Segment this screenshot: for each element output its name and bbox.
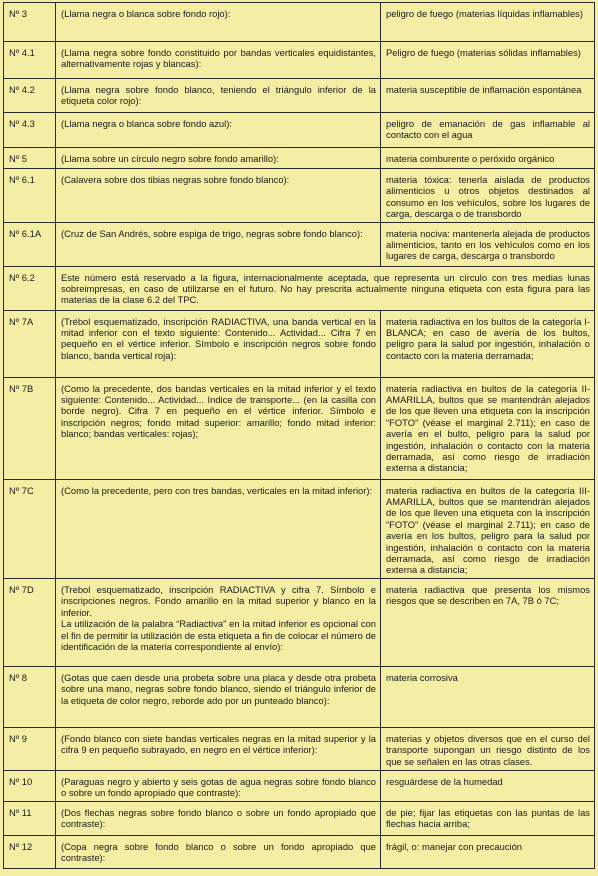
label-description: (Dos flechas negras sobre fondo blanco o sobre un fondo apropiado que contraste):: [56, 801, 381, 835]
label-number: Nº 6.1: [4, 169, 56, 223]
table-row: [4, 266, 595, 310]
label-description: (Llama negra o blanca sobre fondo azul):: [56, 113, 381, 148]
table-row: [4, 3, 595, 42]
table-row: [4, 42, 595, 79]
label-description: (Llama negra sobre fondo blanco, teniendo el triángulo inferior de la etiqueta color rojo):: [56, 79, 381, 113]
label-meaning: resguárdese de la humedad: [381, 770, 595, 801]
label-number: Nº 9: [4, 727, 56, 770]
label-meaning: materia susceptible de inflamación espontánea: [381, 79, 595, 113]
label-description: [56, 578, 381, 666]
table-row: [4, 770, 595, 801]
label-number: Nº 12: [4, 835, 56, 868]
label-description: (Como la precedente, pero con tres bandas, verticales en la mitad inferior):: [56, 479, 381, 578]
table-row: [4, 113, 595, 148]
table-row: [4, 310, 595, 377]
label-number: Nº 7B: [4, 377, 56, 479]
table-row: [4, 222, 595, 266]
table-row: [4, 666, 595, 727]
label-number: Nº 6.1A: [4, 222, 56, 266]
label-meaning: materia radiactiva en bultos de la categoría II-AMARILLA, bultos que se mantendrán alejados de los que lleven una etiqueta con la inscripción “FOTO” (véase el marginal 2.711); en caso de avería en el bulto, peligro para la salud por ingestión, inhalación o contacto con la materia derramada, así como riesgo de irradiación externa a distancia;: [381, 377, 595, 479]
label-meaning: materia corrosiva: [381, 666, 595, 727]
label-description: (Trébol esquematizado, inscripción RADIACTIVA, una banda vertical en la mitad inferior con el texto siguiente: Contenido... Actividad... Cifra 7 en pequeño en el vértice inferior. Símbolo e inscripción negros sobre fondo blanco, banda vertical roja):: [56, 310, 381, 377]
label-description: Este número está reservado a la figura, internacionalmente aceptada, que representa un círculo con tres medias lunas sobreimpresas, en caso de utilizarse en el futuro. No hay prescrita actualmente ninguna etiqueta con esta figura para las materias de la clase 6.2 del TPC.: [56, 266, 595, 310]
label-description: (Como la precedente, dos bandas verticales en la mitad inferior y el texto siguiente: Contenido... Actividad... Indice de transporte... (en la casilla con borde negro). Cifra 7 en pequeño en el vértice inferior. Símbolo e inscripción negros; fondo mitad superior: amarillo; fondo mitad inferior: blanco; bandas verticales: rojas);: [56, 377, 381, 479]
label-number: Nº 7A: [4, 310, 56, 377]
label-number: Nº 7C: [4, 479, 56, 578]
table-row: [4, 148, 595, 169]
label-description: (Llama negra sobre fondo constituido por bandas verticales equidistantes, alternativamente rojas y blancas):: [56, 42, 381, 79]
label-meaning: de pie; fijar las etiquetas con las puntas de las flechas hacia arriba;: [381, 801, 595, 835]
label-meaning: Peligro de fuego (materias sólidas inflamables): [381, 42, 595, 79]
table-row: [4, 169, 595, 223]
label-description: (Fondo blanco con siete bandas verticales negras en la mitad superior y la cifra 9 en pequeño subrayado, en negro en el vértice inferior):: [56, 727, 381, 770]
label-description: (Paraguas negro y abierto y seis gotas de agua negras sobre fondo blanco o sobre un fondo apropiado que contraste):: [56, 770, 381, 801]
label-description: (Gotas que caen desde una probeta sobre una placa y desde otra probeta sobre una mano, negras sobre fondo blanco, siendo el triángulo inferior de la etiqueta de color negro, reborde ado por un punteado blanco):: [56, 666, 381, 727]
label-number: Nº 4.3: [4, 113, 56, 148]
label-meaning: peligro de emanación de gas inflamable al contacto con el agua: [381, 113, 595, 148]
label-meaning: frágil, o: manejar con precaución: [381, 835, 595, 868]
label-meaning: materia radiactiva que presenta los mismos riesgos que se describen en 7A, 7B ó 7C;: [381, 578, 595, 666]
label-description: (Copa negra sobre fondo blanco o sobre un fondo apropiado que contraste):: [56, 835, 381, 868]
description-paragraph: (Trebol esquematizado, inscripción RADIACTIVA y cifra 7. Símbolo e inscripciones negros. Fondo amarillo en la mitad superior y blanco en la inferior.: [61, 583, 376, 618]
label-description: (Llama sobre un círculo negro sobre fondo amarillo):: [56, 148, 381, 169]
label-meaning: materia nociva: mantenerla alejada de productos alimenticios, tanto en los vehículos como en los lugares de carga, descarga o transbordo: [381, 222, 595, 266]
table-row: [4, 727, 595, 770]
table-row: [4, 801, 595, 835]
table-row: [4, 479, 595, 578]
label-number: Nº 6.2: [4, 266, 56, 310]
label-number: Nº 3: [4, 3, 56, 42]
table-row: [4, 578, 595, 666]
label-description: (Cruz de San Andrés, sobre espiga de trigo, negras sobre fondo blanco):: [56, 222, 381, 266]
label-description: (Llama negra o blanca sobre fondo rojo):: [56, 3, 381, 42]
label-number: Nº 4.1: [4, 42, 56, 79]
label-number: Nº 11: [4, 801, 56, 835]
label-meaning: peligro de fuego (materias líquidas inflamables): [381, 3, 595, 42]
table-row: [4, 79, 595, 113]
labels-table: [3, 2, 595, 869]
label-meaning: materia comburente o peróxido orgánico: [381, 148, 595, 169]
description-paragraph: La utilización de la palabra “Radiactiva” en la mitad inferior es opcional con el fin de permitir la utilización de esta etiqueta a fin de colocar el número de identificación de la materia correspondiente al envío):: [61, 618, 376, 652]
label-meaning: materias y objetos diversos que en el curso del transporte supongan un riesgo distinto de los que se señalen en las otras clases.: [381, 727, 595, 770]
label-number: Nº 5: [4, 148, 56, 169]
table-row: [4, 835, 595, 868]
label-description: (Calavera sobre dos tibias negras sobre fondo blanco):: [56, 169, 381, 223]
label-meaning: materia radiactiva en bultos de la categoría III-AMARILLA, bultos que se mantendrán alejados de los que lleven una etiqueta con la inscripción “FOTO” (véase el marginal 2.711); en caso de avería en los bultos, peligro para la salud por ingestión, inhalación o contacto con la materia derramada, así como riesgo de irradiación externa a distancia;: [381, 479, 595, 578]
label-number: Nº 4.2: [4, 79, 56, 113]
table-row: [4, 377, 595, 479]
label-number: Nº 7D: [4, 578, 56, 666]
label-meaning: materia radiactiva en los bultos de la categoría I-BLANCA; en caso de avería de los bultos, peligro para la salud por ingestión, inhalación o contacto con la materia derramada;: [381, 310, 595, 377]
label-number: Nº 10: [4, 770, 56, 801]
label-meaning: materia tóxica: tenerla aislada de productos alimenticios u otros objetos destinados al consumo en los vehículos, sobre los lugares de carga, descarga o de transbordo: [381, 169, 595, 223]
label-number: Nº 8: [4, 666, 56, 727]
